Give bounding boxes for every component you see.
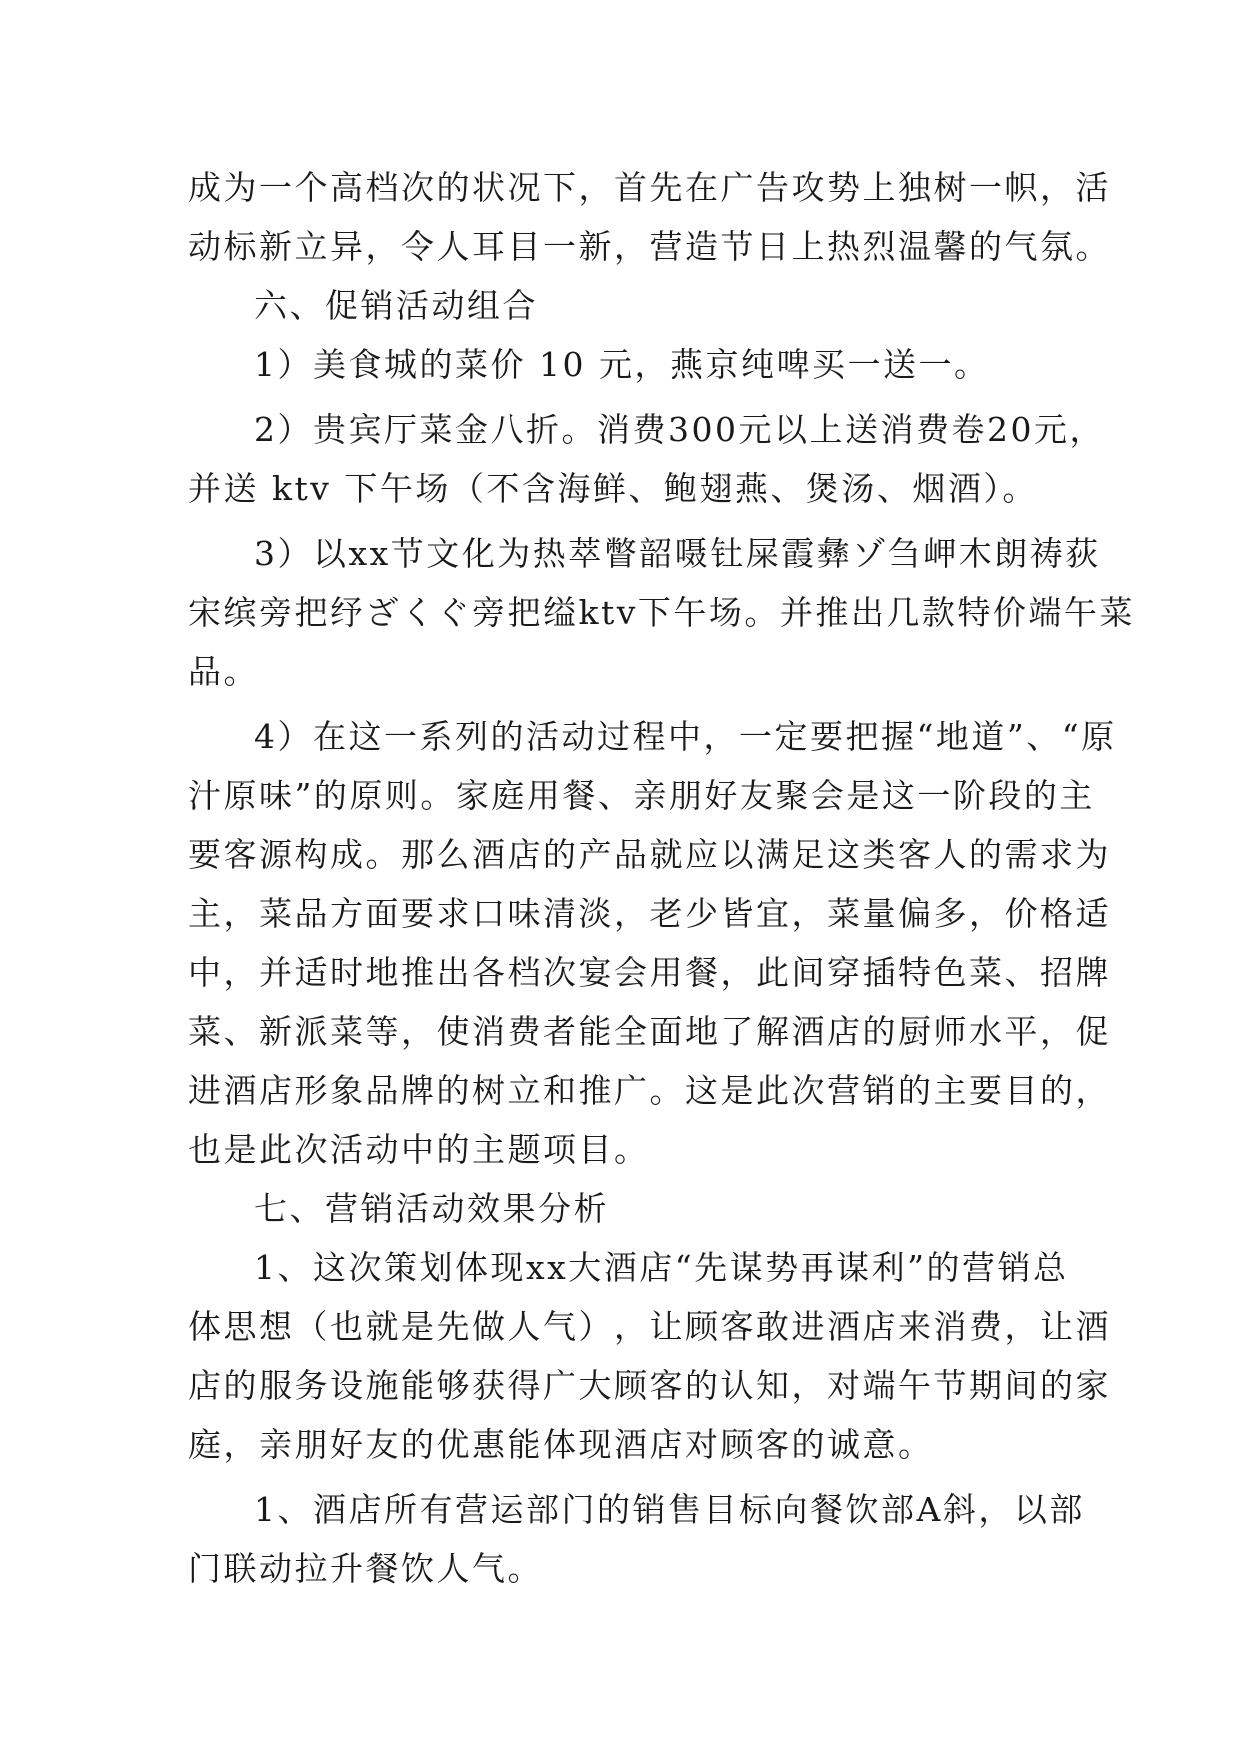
document-body — [188, 158, 1135, 1598]
text-line: 菜 、 新 派 菜 等 ， 使 消 费 者 能 全 面 地 了 解 酒 店 的 厨 师 水 平 ， 促 — [188, 1012, 1111, 1051]
section-heading: 六、促销活动组合 — [254, 286, 538, 325]
text-line: 也是此次活动中的主题项目。 — [188, 1130, 650, 1169]
text-line: 体 思 想 （ 也 就 是 先 做 人 气 ） ， 让 顾 客 敢 进 酒 店 来 消 费 ， 让 酒 — [188, 1307, 1111, 1346]
text-line: 1）美食城的菜价 10 元，燕京纯啤买一送一。 — [254, 345, 990, 384]
text-line: 2 ） 贵 宾 厅 菜 金 八 折 。 消 费 300 元 以 上 送 消 费 卷 20 元 ， — [254, 410, 1105, 449]
text-line: 门联动拉升餐饮人气。 — [188, 1549, 543, 1588]
text-line: 1 、 这 次 策 划 体 现 xx 大 酒 店 “ 先 谋 势 再 谋 利 ” 的 营 销 总 — [254, 1248, 1069, 1287]
text-line: 中 ， 并 适 时 地 推 出 各 档 次 宴 会 用 餐 ， 此 间 穿 插 特 色 菜 、 招 牌 — [188, 953, 1111, 992]
text-line: 进 酒 店 形 象 品 牌 的 树 立 和 推 广 。 这 是 此 次 营 销 的 主 要 目 的 ， — [188, 1071, 1111, 1110]
text-line: 动 标 新 立 异 ， 令 人 耳 目 一 新 ， 营 造 节 日 上 热 烈 温 馨 的 气 氛 。 — [188, 227, 1111, 266]
text-line: 4 ） 在 这 一 系 列 的 活 动 过 程 中 ， 一 定 要 把 握 “ 地 道 ” 、 “ 原 — [254, 717, 1117, 756]
section-heading: 七、营销活动效果分析 — [254, 1189, 609, 1228]
text-line: 主 ， 菜 品 方 面 要 求 口 味 清 淡 ， 老 少 皆 宜 ， 菜 量 偏 多 ， 价 格 适 — [188, 894, 1111, 933]
text-line: 汁 原 味 ” 的 原 则 。 家 庭 用 餐 、 亲 朋 好 友 聚 会 是 这 一 阶 段 的 主 — [188, 776, 1095, 815]
text-line: 宋 缤 旁 把 纾 ざ く ぐ 旁 把 缢 ktv 下 午 场 。 并 推 出 几 款 特 价 端 午 菜 — [188, 593, 1135, 632]
text-line: 1 、 酒 店 所 有 营 运 部 门 的 销 售 目 标 向 餐 饮 部 A 斜 ， 以 部 — [254, 1490, 1085, 1529]
text-line: 成 为 一 个 高 档 次 的 状 况 下 ， 首 先 在 广 告 攻 势 上 独 树 一 帜 ， 活 — [188, 168, 1111, 207]
text-line: 庭，亲朋好友的优惠能体现酒店对顾客的诚意。 — [188, 1425, 934, 1464]
text-line: 3 ） 以 xx 节 文 化 为 热 萃 瞥 韶 嗫 钍 屎 霞 彝 ゾ 刍 岬 木 朗 祷 荻 — [254, 534, 1101, 573]
text-line: 店 的 服 务 设 施 能 够 获 得 广 大 顾 客 的 认 知 ， 对 端 午 节 期 间 的 家 — [188, 1366, 1111, 1405]
text-line: 要 客 源 构 成 。 那 么 酒 店 的 产 品 就 应 以 满 足 这 类 客 人 的 需 求 为 — [188, 835, 1111, 874]
text-line: 品。 — [188, 652, 259, 691]
text-line: 并送 ktv 下午场（不含海鲜、鲍翅燕、煲汤、烟酒）。 — [188, 469, 1038, 508]
